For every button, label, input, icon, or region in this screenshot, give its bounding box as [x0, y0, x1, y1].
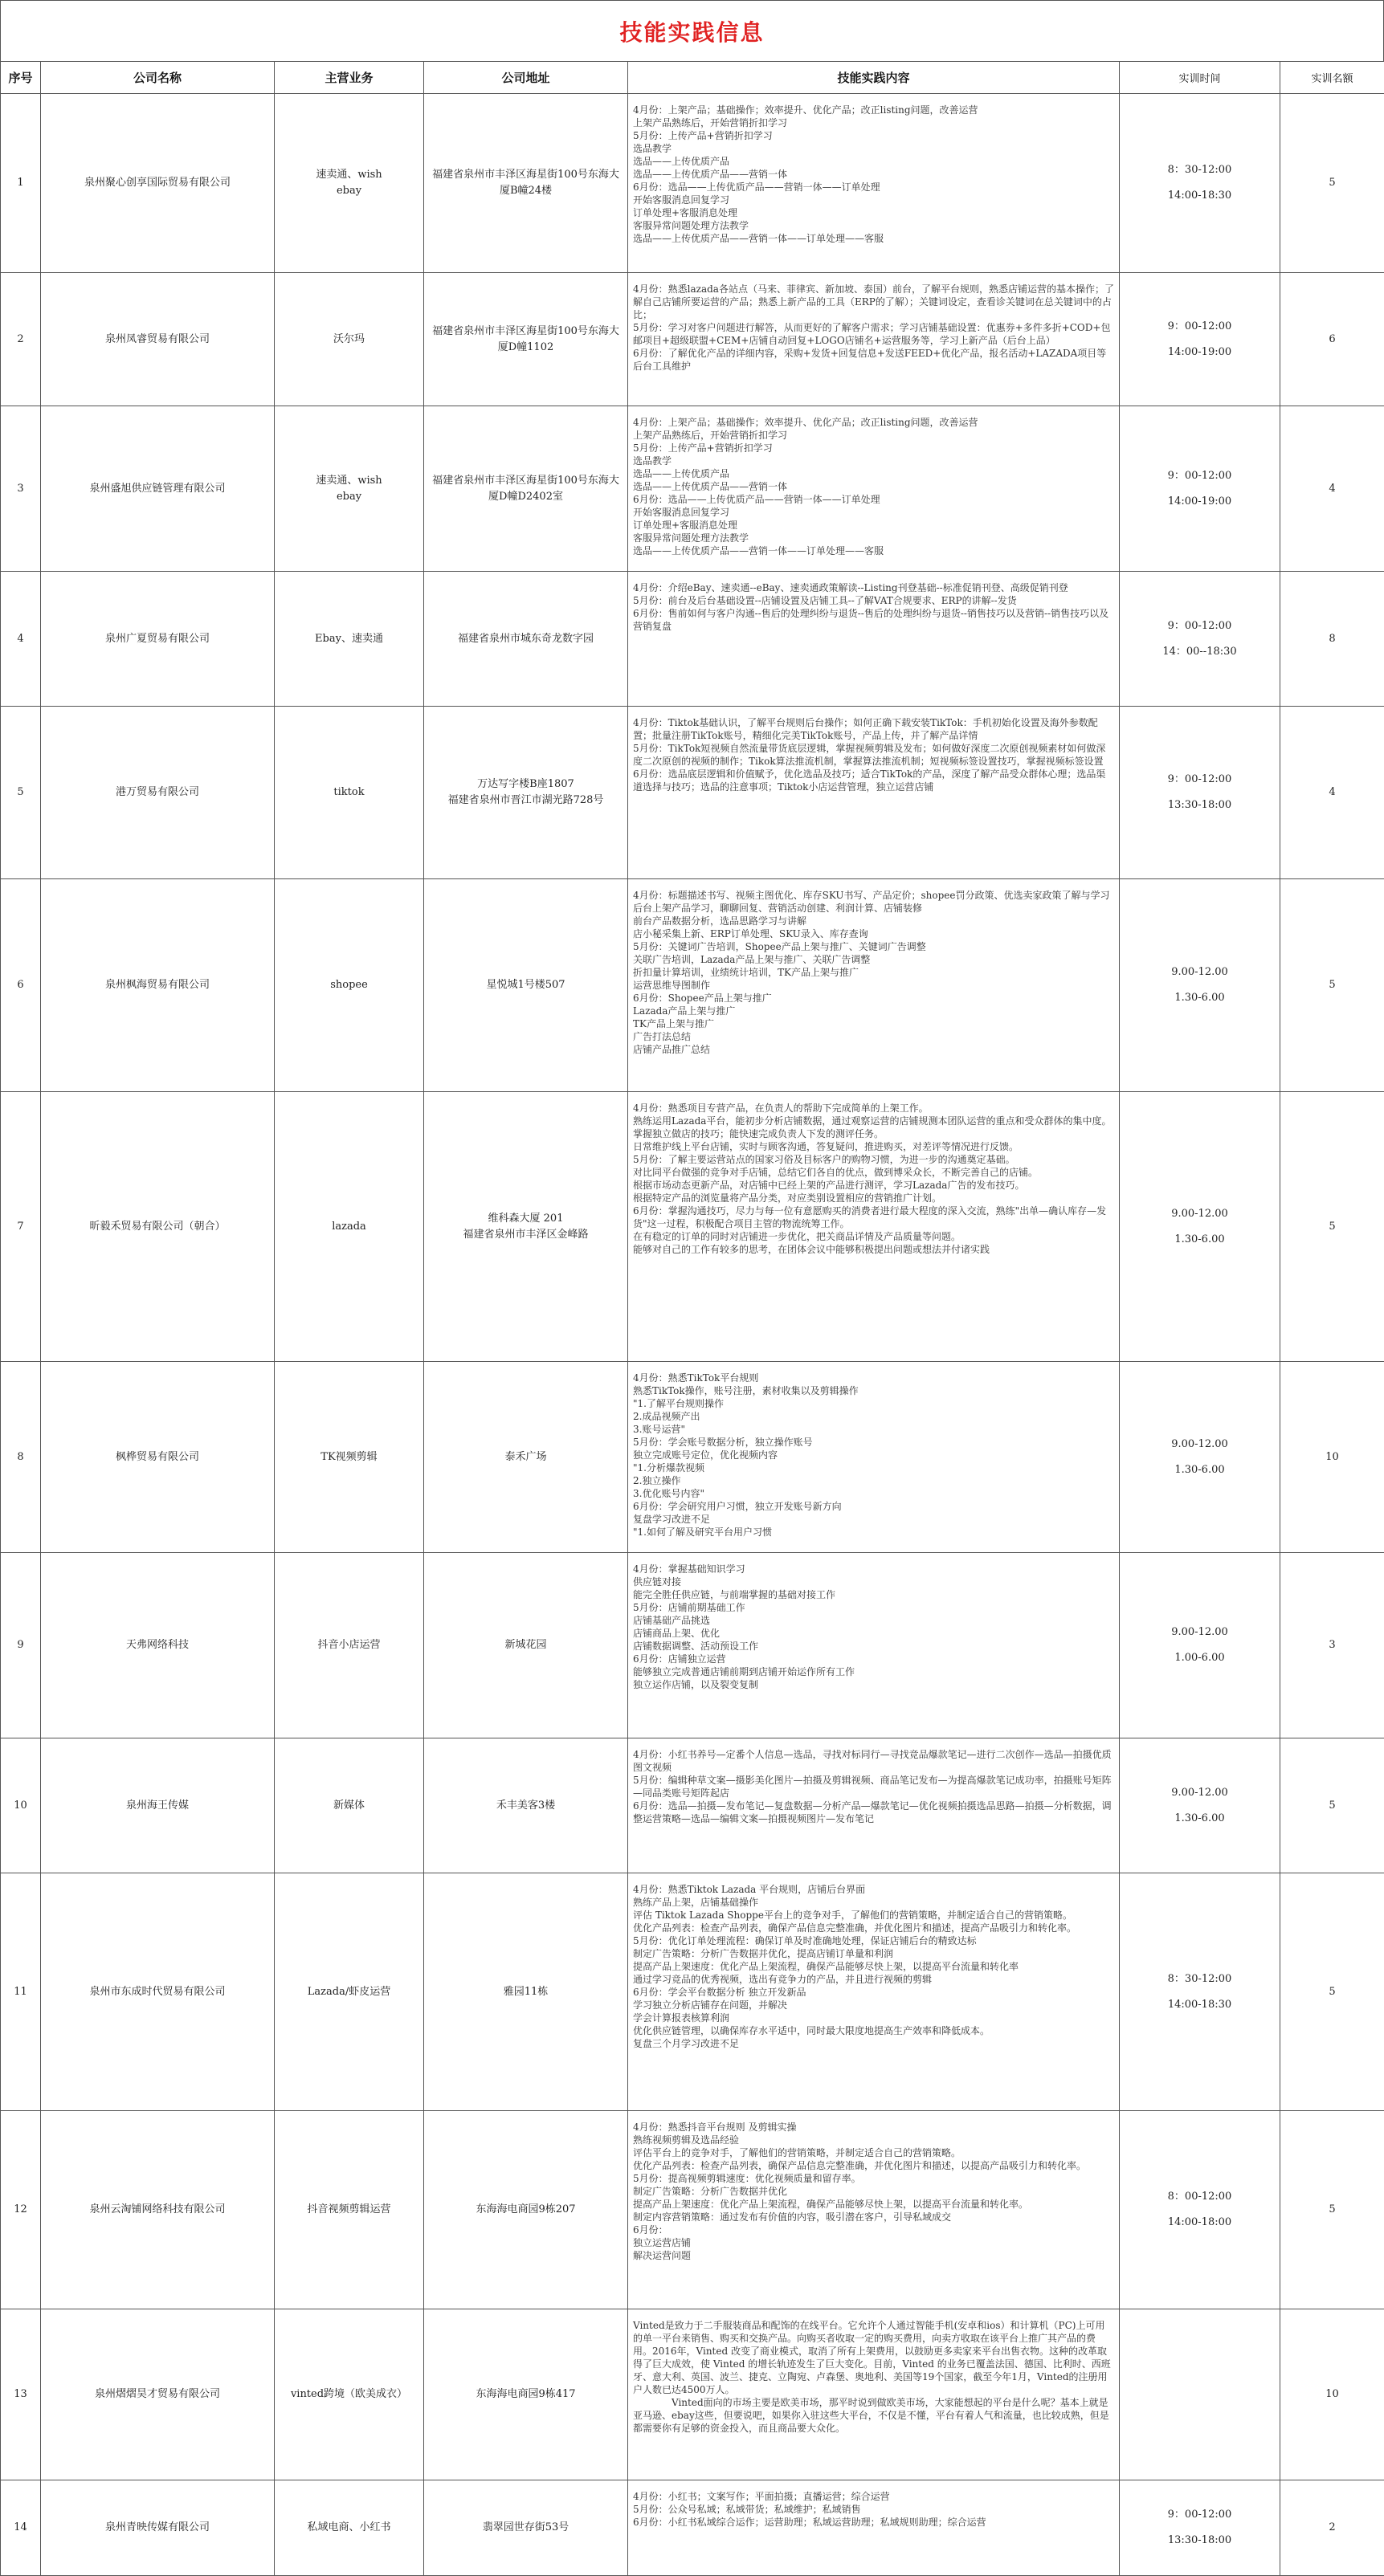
row-company — [41, 1873, 275, 2111]
row-business — [275, 2480, 424, 2576]
row-company-text: 泉州凤睿贸易有限公司 — [46, 332, 269, 348]
row-time — [1120, 1553, 1280, 1738]
row-business-text: 抖音小店运营 — [280, 1637, 418, 1653]
row-time-text: 8：30-12:00 14:00-18:30 — [1121, 1967, 1279, 2018]
row-quota-text: 5 — [1285, 1219, 1379, 1235]
row-quota-text: 5 — [1285, 977, 1379, 993]
row-address — [424, 879, 628, 1092]
row-time-text: 9：00-12:00 14:00-19:00 — [1121, 463, 1279, 515]
row-time-text: 9：00-12:00 14：00--18:30 — [1121, 613, 1279, 665]
row-company — [41, 1738, 275, 1873]
row-quota — [1280, 879, 1384, 1092]
row-quota — [1280, 707, 1384, 879]
row-index-text: 5 — [6, 785, 35, 801]
row-index-text: 1 — [6, 175, 35, 191]
row-quota — [1280, 2111, 1384, 2309]
row-address — [424, 1738, 628, 1873]
header-company: 公司名称 — [41, 62, 275, 94]
row-index-text: 12 — [6, 2202, 35, 2218]
row-company-text: 枫桦贸易有限公司 — [46, 1449, 269, 1465]
row-index — [1, 1553, 41, 1738]
row-index — [1, 1873, 41, 2111]
row-business-text: 抖音视频剪辑运营 — [280, 2202, 418, 2218]
row-company-text: 泉州聚心创享国际贸易有限公司 — [46, 175, 269, 191]
practice-table — [0, 61, 1384, 2576]
row-company-text: 泉州市东成时代贸易有限公司 — [46, 1984, 269, 2000]
row-business — [275, 1362, 424, 1553]
row-address-text: 东海海电商园9栋207 — [429, 2202, 623, 2218]
row-company — [41, 1092, 275, 1362]
table-row — [1, 1873, 1384, 2111]
row-content — [628, 1092, 1120, 1362]
row-content-text: 4月份：Tiktok基础认识，了解平台规则后台操作；如何正确下载安装TikTok：手机初始化设置及海外参数配置；批量注册TikTok账号，精细化完美TikTok账号，产品上传，并了解产品详情 5月份：TikTok短视频自然流量带货底层逻辑，掌握视频剪辑及发布；如何做好深度二次原创视频素材如何做深度二次原创的视频的制作；Tikok算法推流机制，掌握算法推流机制；短视频标签设置技巧，掌握视频标签设置 6月份：选品底层逻辑和价值赋予，优化选品及技巧；适合TikTok的产品，深度了解产品受众群体心理；选品渠道选择与技巧；选品的注意事项；Tiktok小店运营管理，独立运营店铺 — [633, 716, 1114, 793]
row-quota-text: 2 — [1285, 2520, 1379, 2536]
row-time — [1120, 273, 1280, 406]
row-quota-text: 10 — [1285, 2386, 1379, 2403]
row-content-text: 4月份：熟悉项目专营产品，在负责人的帮助下完成简单的上架工作。 熟练运用Lazada平台，能初步分析店铺数据，通过观察运营的店铺规测本团队运营的重点和受众群体的集中度。 掌握独立做店的技巧；能快速完成负责人下发的测评任务。 日常维护线上平台店铺，实时与顾客沟通，答复疑问，推进购买，对差评等情况进行反馈。 5月份：了解主要运营站点的国家习俗及目标客户的购物习惯，为进一步的沟通奠定基础。 对比同平台做强的竞争对手店铺，总结它们各自的优点，做到博采众长，不断完善自己的店铺。 根据市场动态更新产品，对店铺中已经上架的产品进行测评，学习Lazada广告的发布技巧。 根据特定产品的浏览量将产品分类，对应类别设置相应的营销推广计划。 6月份：掌握沟通技巧，尽力与每一位有意愿购买的消费者进行最大程度的深入交流，熟练"出单—确认库存—发货"这一过程，积极配合项目主管的物流统筹工作。 在有稳定的订单的同时对店铺进一步优化，把关商品详情及产品质量等问题。 能够对自己的工作有较多的思考，在团体会议中能够积极提出问题或想法并付诸实践 — [633, 1102, 1114, 1256]
row-company-text: 昕毅禾贸易有限公司（朝合） — [46, 1219, 269, 1235]
row-index — [1, 406, 41, 572]
row-time — [1120, 1092, 1280, 1362]
row-company — [41, 1362, 275, 1553]
title-row — [0, 0, 1384, 61]
row-content-text: Vinted是致力于二手服装商品和配饰的在线平台。它允许个人通过智能手机(安卓和ios）和计算机（PC)上可用的单一平台来销售、购买和交换产品。向购买者收取一定的购买费用，向卖方收取在该平台上推广其产品的费用。2016年，Vinted 改变了商业模式，取消了所有上架费用，以鼓励更多卖家来平台出售衣物。这种的改革取得了巨大成效，使 Vinted 的增长轨迹发生了巨大变化。目前，Vinted 的业务已覆盖法国、德国、比利时、西班牙、意大利、英国、波兰、捷克、立陶宛、卢森堡、奥地利、美国等19个国家，截至今年1月，Vinted的注册用户人数已达4500万人。 Vinted面向的市场主要是欧美市场，那平时说到做欧美市场，大家能想起的平台是什么呢？基本上就是亚马逊、ebay这些，但要说吧，如果你入驻这些大平台，不仅是不懂，平台有着人气和流量，也比较成熟，但是都需要你有足够的资金投入，而且商品要大众化。 — [633, 2319, 1114, 2435]
header-content: 技能实践内容 — [628, 62, 1120, 94]
row-address — [424, 1092, 628, 1362]
row-time-text: 8：30-12:00 14:00-18:30 — [1121, 157, 1279, 209]
table-row — [1, 2309, 1384, 2480]
row-content — [628, 2111, 1120, 2309]
row-company — [41, 1553, 275, 1738]
row-time-text: 9：00-12:00 14:00-19:00 — [1121, 314, 1279, 365]
row-company-text: 泉州青映传媒有限公司 — [46, 2520, 269, 2536]
row-address-text: 福建省泉州市丰泽区海星街100号东海大厦D幢1102 — [429, 324, 623, 356]
table-row — [1, 1553, 1384, 1738]
row-business-text: tiktok — [280, 785, 418, 801]
row-content-text: 4月份：熟悉Tiktok Lazada 平台规则，店铺后台界面 熟练产品上架，店铺基础操作 评估 Tiktok Lazada Shoppe平台上的竞争对手，了解他们的营销策略，并制定适合自己的营销策略。 优化产品列表：检查产品列表，确保产品信息完整准确，并优化图片和描述，提高产品吸引力和转化率。 5月份：优化订单处理流程：确保订单及时准确地处理，保证店铺后台的精致达标 制定广告策略：分析广告数据并优化，提高店铺订单量和利润 提高产品上架速度：优化产品上架流程，确保产品能够尽快上架，以提高平台流量和转化率 通过学习竞品的优秀视频，选出有竞争力的产品，并且进行视频的剪辑 6月份：学会平台数据分析 独立开发新品 学习独立分析店铺存在问题，并解决 学会计算报表核算利润 优化供应链管理，以确保库存水平适中，同时最大限度地提高生产效率和降低成本。 复盘三个月学习改进不足 — [633, 1883, 1114, 2050]
row-quota — [1280, 1738, 1384, 1873]
row-address-text: 福建省泉州市丰泽区海星街100号东海大厦D幢D2402室 — [429, 473, 623, 505]
row-quota — [1280, 94, 1384, 273]
table-row — [1, 879, 1384, 1092]
row-index — [1, 273, 41, 406]
row-business-text: TK视频剪辑 — [280, 1449, 418, 1465]
row-company — [41, 879, 275, 1092]
row-company — [41, 94, 275, 273]
row-time-text: 8：00-12:00 14:00-18:00 — [1121, 2184, 1279, 2236]
row-company-text: 泉州熠熠昊才贸易有限公司 — [46, 2386, 269, 2403]
row-quota — [1280, 2480, 1384, 2576]
row-company — [41, 2480, 275, 2576]
row-time — [1120, 94, 1280, 273]
row-content-text: 4月份：小红书；文案写作；平面拍摄；直播运营；综合运营 5月份：公众号私域；私域带货；私域维护；私域销售 6月份：小红书私域综合运作；运营助理；私域运营助理；私域规则助理；综合运营 — [633, 2490, 1114, 2529]
row-company-text: 泉州广夏贸易有限公司 — [46, 631, 269, 647]
row-address-text: 新城花园 — [429, 1637, 623, 1653]
row-address — [424, 707, 628, 879]
row-company-text: 泉州云淘铺网络科技有限公司 — [46, 2202, 269, 2218]
row-content-text: 4月份：熟悉TikTok平台规则 熟悉TikTok操作，账号注册，素材收集以及剪辑操作 "1.了解平台规则操作 2.成品视频产出 3.账号运营" 5月份：学会账号数据分析，独立操作账号 独立完成账号定位，优化视频内容 "1.分析爆款视频 2.独立操作 3.优化账号内容" 6月份：学会研究用户习惯，独立开发账号新方向 复盘学习改进不足 "1.如何了解及研究平台用户习惯 — [633, 1372, 1114, 1539]
row-business — [275, 1738, 424, 1873]
row-quota — [1280, 1092, 1384, 1362]
table-row — [1, 1362, 1384, 1553]
row-address — [424, 406, 628, 572]
row-content — [628, 94, 1120, 273]
row-company — [41, 273, 275, 406]
row-business-text: vinted跨境（欧美成衣） — [280, 2386, 418, 2403]
row-company — [41, 2309, 275, 2480]
row-time — [1120, 2111, 1280, 2309]
row-index-text: 14 — [6, 2520, 35, 2536]
row-time — [1120, 2480, 1280, 2576]
row-content — [628, 1873, 1120, 2111]
row-business-text: lazada — [280, 1219, 418, 1235]
row-company — [41, 572, 275, 707]
row-address-text: 维科森大厦 201 福建省泉州市丰泽区金峰路 — [429, 1211, 623, 1243]
row-address-text: 星悦城1号楼507 — [429, 977, 623, 993]
row-address-text: 福建省泉州市丰泽区海星街100号东海大厦B幢24楼 — [429, 167, 623, 199]
row-address — [424, 572, 628, 707]
row-business — [275, 406, 424, 572]
row-index — [1, 1362, 41, 1553]
row-content — [628, 1738, 1120, 1873]
row-time-text: 9.00-12.00 1.00-6.00 — [1121, 1620, 1279, 1671]
row-address — [424, 94, 628, 273]
header-quota: 实训名额 — [1280, 62, 1384, 94]
row-address — [424, 1873, 628, 2111]
row-company — [41, 406, 275, 572]
row-business — [275, 94, 424, 273]
row-business — [275, 2309, 424, 2480]
row-business-text: 新媒体 — [280, 1798, 418, 1814]
table-body — [1, 94, 1384, 2576]
row-content — [628, 406, 1120, 572]
row-index-text: 4 — [6, 631, 35, 647]
row-address-text: 福建省泉州市城东奇龙数字园 — [429, 631, 623, 647]
row-time — [1120, 1873, 1280, 2111]
row-index — [1, 879, 41, 1092]
row-company-text: 泉州枫海贸易有限公司 — [46, 977, 269, 993]
row-business-text: Ebay、速卖通 — [280, 631, 418, 647]
table-row — [1, 94, 1384, 273]
row-quota-text: 5 — [1285, 1984, 1379, 2000]
row-business — [275, 879, 424, 1092]
row-content-text: 4月份：标题描述书写、视频主图优化、库存SKU书写、产品定价；shopee罚分政策、优选卖家政策了解与学习 后台上架产品学习，聊聊回复、营销活动创建、利润计算、店铺装修 前台产品数据分析，选品思路学习与讲解 店小秘采集上新、ERP订单处理、SKU录入、库存查询 5月份：关键词广告培训，Shopee产品上架与推广、关键词广告调整 关联广告培训，Lazada产品上架与推广、关联广告调整 折扣量计算培训，业绩统计培训，TK产品上架与推广 运营思维导图制作 6月份：Shopee产品上架与推广 Lazada产品上架与推广 TK产品上架与推广 广告打法总结 店铺产品推广总结 — [633, 889, 1114, 1056]
row-time — [1120, 707, 1280, 879]
row-quota-text: 4 — [1285, 785, 1379, 801]
header-business: 主营业务 — [275, 62, 424, 94]
table-row — [1, 273, 1384, 406]
row-time — [1120, 572, 1280, 707]
row-index-text: 11 — [6, 1984, 35, 2000]
row-index-text: 8 — [6, 1449, 35, 1465]
table-row — [1, 572, 1384, 707]
row-company-text: 泉州盛旭供应链管理有限公司 — [46, 481, 269, 497]
row-quota — [1280, 572, 1384, 707]
row-business — [275, 1873, 424, 2111]
row-address-text: 雅园11栋 — [429, 1984, 623, 2000]
row-time — [1120, 1362, 1280, 1553]
row-business-text: Lazada/虾皮运营 — [280, 1984, 418, 2000]
header-index: 序号 — [1, 62, 41, 94]
row-company — [41, 707, 275, 879]
row-business — [275, 1553, 424, 1738]
row-business — [275, 572, 424, 707]
row-business-text: 私域电商、小红书 — [280, 2520, 418, 2536]
row-index — [1, 707, 41, 879]
row-quota — [1280, 2309, 1384, 2480]
table-row — [1, 1738, 1384, 1873]
row-address — [424, 2111, 628, 2309]
row-content — [628, 879, 1120, 1092]
table-row — [1, 1092, 1384, 1362]
row-index-text: 6 — [6, 977, 35, 993]
row-address — [424, 2309, 628, 2480]
row-index-text: 3 — [6, 481, 35, 497]
row-index-text: 9 — [6, 1637, 35, 1653]
row-address — [424, 273, 628, 406]
row-address-text: 万达写字楼B座1807 福建省泉州市晋江市湖光路728号 — [429, 776, 623, 809]
row-quota-text: 8 — [1285, 631, 1379, 647]
row-address-text: 翡翠园世存街53号 — [429, 2520, 623, 2536]
row-content — [628, 2480, 1120, 2576]
row-index-text: 7 — [6, 1219, 35, 1235]
row-quota-text: 6 — [1285, 332, 1379, 348]
row-time — [1120, 406, 1280, 572]
row-address-text: 泰禾广场 — [429, 1449, 623, 1465]
header-time: 实训时间 — [1120, 62, 1280, 94]
row-time — [1120, 879, 1280, 1092]
row-business — [275, 707, 424, 879]
row-business — [275, 2111, 424, 2309]
row-business-text: 沃尔玛 — [280, 332, 418, 348]
row-quota — [1280, 1553, 1384, 1738]
row-quota — [1280, 406, 1384, 572]
table-row — [1, 2480, 1384, 2576]
row-content — [628, 572, 1120, 707]
row-address-text: 禾丰美客3楼 — [429, 1798, 623, 1814]
row-business-text: shopee — [280, 977, 418, 993]
table-row — [1, 2111, 1384, 2309]
row-quota — [1280, 1873, 1384, 2111]
row-company-text: 港万贸易有限公司 — [46, 785, 269, 801]
row-content — [628, 2309, 1120, 2480]
row-time-text: 9：00-12:00 13:30-18:00 — [1121, 2502, 1279, 2554]
row-quota-text: 5 — [1285, 1798, 1379, 1814]
row-index — [1, 2111, 41, 2309]
row-content-text: 4月份：介绍eBay、速卖通--eBay、速卖通政策解读--Listing刊登基础--标准促销刊登、高级促销刊登 5月份：前台及后台基础设置--店铺设置及店铺工具--了解VAT合规要求、ERP的讲解--发货 6月份：售前如何与客户沟通--售后的处理纠纷与退货--售后的处理纠纷与退货--销售技巧以及营销--销售技巧以及营销复盘 — [633, 581, 1114, 633]
row-time-text: 9.00-12.00 1.30-6.00 — [1121, 960, 1279, 1011]
row-time-text: 9.00-12.00 1.30-6.00 — [1121, 1780, 1279, 1832]
row-index — [1, 2480, 41, 2576]
row-business — [275, 273, 424, 406]
row-index — [1, 572, 41, 707]
row-time-text: 9.00-12.00 1.30-6.00 — [1121, 1201, 1279, 1253]
row-index-text: 13 — [6, 2386, 35, 2403]
page-title: 技能实践信息 — [619, 15, 764, 47]
row-time-text: 9：00-12:00 13:30-18:00 — [1121, 767, 1279, 818]
row-content-text: 4月份：上架产品；基础操作；效率提升、优化产品；改正listing问题，改善运营 上架产品熟练后，开始营销折扣学习 5月份：上传产品+营销折扣学习 选品教学 选品——上传优质产品 选品——上传优质产品——营销一体 6月份：选品——上传优质产品——营销一体——订单处理 开始客服消息回复学习 订单处理+客服消息处理 客服异常问题处理方法教学 选品——上传优质产品——营销一体——订单处理——客服 — [633, 104, 1114, 245]
row-time — [1120, 1738, 1280, 1873]
row-address — [424, 2480, 628, 2576]
row-index-text: 2 — [6, 332, 35, 348]
row-index — [1, 1738, 41, 1873]
row-address — [424, 1362, 628, 1553]
row-index — [1, 94, 41, 273]
row-business-text: 速卖通、wish ebay — [280, 473, 418, 505]
row-content-text: 4月份：熟悉抖音平台规则 及剪辑实操 熟练视频剪辑及选品经验 评估平台上的竞争对手，了解他们的营销策略，并制定适合自己的营销策略。 优化产品列表：检查产品列表，确保产品信息完整准确，并优化图片和描述，以提高产品吸引力和转化率。 5月份：提高视频剪辑速度：优化视频质量和留存率。 制定广告策略：分析广告数据并优化 提高产品上架速度：优化产品上架流程，确保产品能够尽快上架，以提高平台流量和转化率。 制定内容营销策略：通过发布有价值的内容，吸引潜在客户，引导私域成交 6月份： 独立运营店铺 解决运营问题 — [633, 2121, 1114, 2262]
row-company-text: 天弗网络科技 — [46, 1637, 269, 1653]
row-content-text: 4月份：上架产品；基础操作；效率提升、优化产品；改正listing问题，改善运营 上架产品熟练后，开始营销折扣学习 5月份：上传产品+营销折扣学习 选品教学 选品——上传优质产品 选品——上传优质产品——营销一体 6月份：选品——上传优质产品——营销一体——订单处理 开始客服消息回复学习 订单处理+客服消息处理 客服异常问题处理方法教学 选品——上传优质产品——营销一体——订单处理——客服 — [633, 416, 1114, 557]
table-row — [1, 406, 1384, 572]
header-address: 公司地址 — [424, 62, 628, 94]
row-content-text: 4月份：掌握基础知识学习 供应链对接 能完全胜任供应链，与前端掌握的基础对接工作 5月份：店铺前期基础工作 店铺基础产品挑选 店铺商品上架、优化 店铺数据调整、活动预设工作 6月份：店铺独立运营 能够独立完成普通店铺前期到店铺开始运作所有工作 独立运作店铺，以及裂变复制 — [633, 1563, 1114, 1691]
row-quota — [1280, 1362, 1384, 1553]
row-quota-text: 5 — [1285, 175, 1379, 191]
row-index — [1, 1092, 41, 1362]
row-address-text: 东海海电商园9栋417 — [429, 2386, 623, 2403]
row-company-text: 泉州海王传媒 — [46, 1798, 269, 1814]
row-quota — [1280, 273, 1384, 406]
row-business-text: 速卖通、wish ebay — [280, 167, 418, 199]
row-content — [628, 273, 1120, 406]
row-content-text: 4月份：熟悉lazada各站点（马来、菲律宾、新加坡、泰国）前台，了解平台规则，熟悉店铺运营的基本操作；了解自己店铺所要运营的产品；熟悉上新产品的工具（ERP的了解）；关键词设定，查看诊关键词在总关键词中的占比； 5月份：学习对客户问题进行解答，从而更好的了解客户需求；学习店铺基础设置：优惠券+多件多折+COD+包邮项目+超级联盟+CEM+店铺自动回复+LOGO店铺名+运营服务等，学习上新产品（后台上品） 6月份：了解优化产品的详细内容，采购+发货+回复信息+发送FEED+优化产品，报名活动+LAZADA项目等后台工具维护 — [633, 283, 1114, 373]
row-quota-text: 10 — [1285, 1449, 1379, 1465]
row-time — [1120, 2309, 1280, 2480]
row-quota-text: 3 — [1285, 1637, 1379, 1653]
row-content — [628, 707, 1120, 879]
header-row — [1, 62, 1384, 94]
row-time-text: 9.00-12.00 1.30-6.00 — [1121, 1432, 1279, 1483]
row-address — [424, 1553, 628, 1738]
table-row — [1, 707, 1384, 879]
row-content — [628, 1553, 1120, 1738]
row-quota-text: 4 — [1285, 481, 1379, 497]
row-index-text: 10 — [6, 1798, 35, 1814]
row-business — [275, 1092, 424, 1362]
row-index — [1, 2309, 41, 2480]
row-quota-text: 5 — [1285, 2202, 1379, 2218]
row-company — [41, 2111, 275, 2309]
row-content-text: 4月份：小红书养号—定番个人信息—选品，寻找对标同行—寻找竞品爆款笔记—进行二次创作—选品—拍摄优质图文视频 5月份：编辑种草文案—摄影美化图片—拍摄及剪辑视频、商品笔记发布—为提高爆款笔记成功率，拍摄账号矩阵—同品类账号矩阵起店 6月份：选品—拍摄—发布笔记—复盘数据—分析产品—爆款笔记—优化视频拍摄选品思路—拍摄—分析数据，调整运营策略—选品—编辑文案—拍摄视频图片—发布笔记 — [633, 1748, 1114, 1825]
row-content — [628, 1362, 1120, 1553]
